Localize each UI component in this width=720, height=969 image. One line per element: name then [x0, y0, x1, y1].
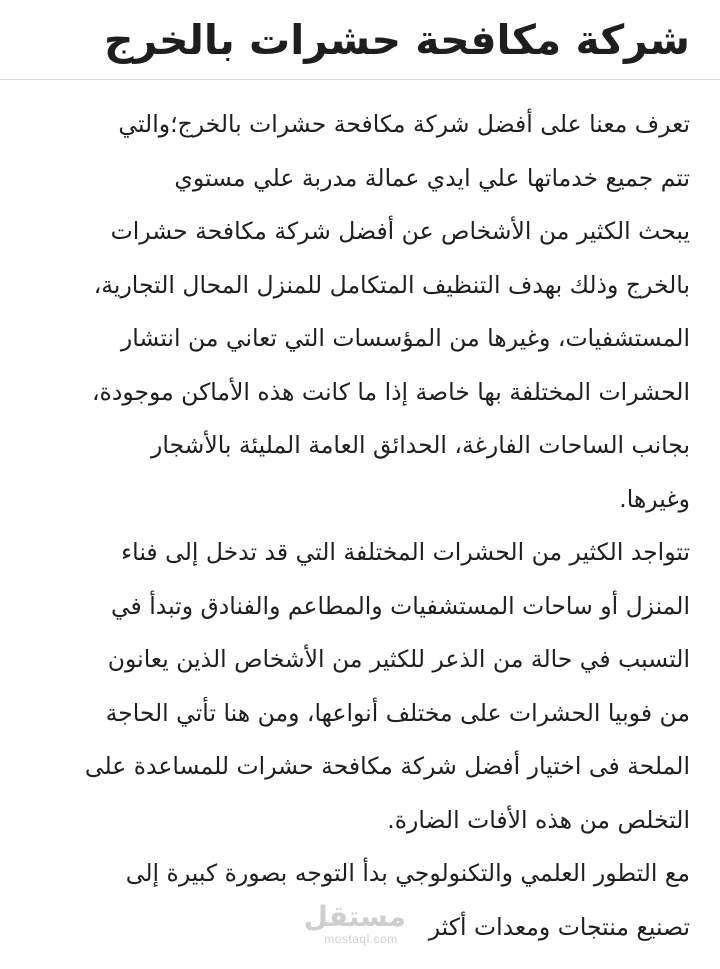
text-line: الحشرات المختلفة بها خاصة إذا ما كانت هذه الأماكن موجودة، — [91, 377, 690, 406]
text-line: تصنيع منتجات ومعدات أكثر — [428, 912, 690, 941]
text-line: المستشفيات، وغيرها من المؤسسات التي تعاني من انتشار — [120, 324, 690, 352]
text-line: المنزل أو ساحات المستشفيات والمطاعم والفنادق وتبدأ في — [110, 591, 690, 620]
watermark-arabic-text: مستقل — [303, 900, 406, 933]
text-line: بالخرج وذلك بهدف التنظيف المتكامل للمنزل المحال التجارية، — [93, 270, 690, 299]
text-line: تتواجد الكثير من الحشرات المختلفة التي قد تدخل إلى فناء — [121, 538, 690, 566]
text-line: بجانب الساحات الفارغة، الحدائق العامة المليئة بالأشجار — [150, 431, 690, 459]
text-line: يبحث الكثير من الأشخاص عن أفضل شركة مكافحة حشرات — [110, 217, 690, 245]
text-line: وغيرها. — [619, 484, 690, 513]
text-line: التخلص من هذه الأفات الضارة. — [387, 805, 690, 834]
paragraph-insects — [28, 526, 690, 847]
article-body — [28, 98, 690, 954]
text-line: مع التطور العلمي والتكنولوجي بدأ التوجه بصورة كبيرة إلى — [125, 859, 690, 887]
title-divider — [0, 79, 720, 80]
text-line: التسبب في حالة من الذعر للكثير من الأشخاص الذين يعانون — [107, 645, 690, 673]
text-line: تعرف معنا على أفضل شركة مكافحة حشرات بالخرج؛والتي — [118, 110, 690, 138]
text-line: تتم جميع خدماتها علي ايدي عمالة مدربة علي مستوي — [174, 163, 690, 192]
mostaql-watermark-logo — [303, 900, 406, 946]
page-title: شركة مكافحة حشرات بالخرج — [103, 16, 690, 64]
text-line: من فوبيا الحشرات على مختلف أنواعها، ومن هنا تأتي الحاجة — [105, 698, 690, 727]
text-line: الملحة فى اختيار أفضل شركة مكافحة حشرات للمساعدة على — [84, 752, 690, 780]
watermark-latin-text: mostaql.com — [324, 932, 398, 946]
paragraph-intro — [28, 98, 690, 526]
